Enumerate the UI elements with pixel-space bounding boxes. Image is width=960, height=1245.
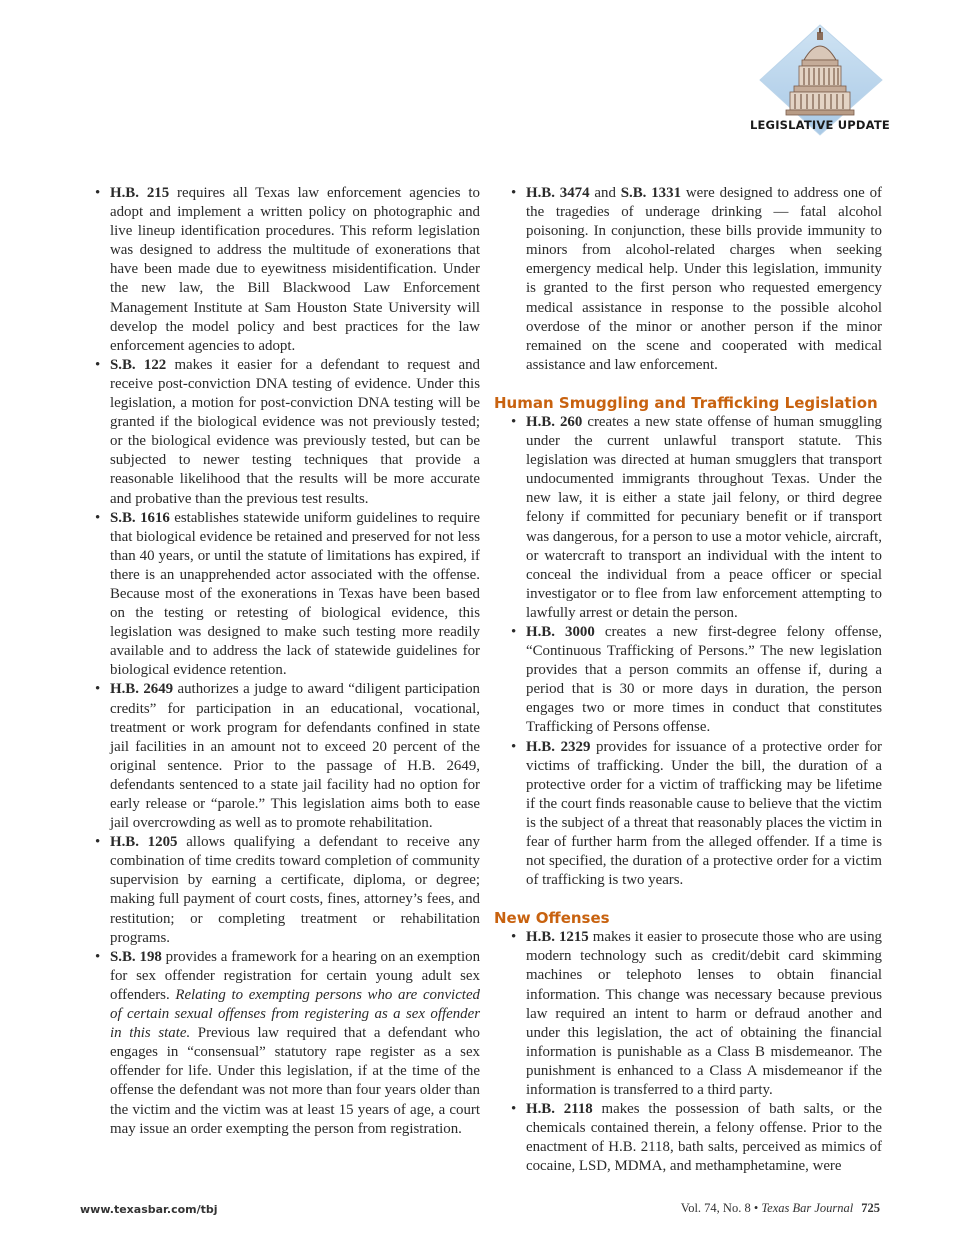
right-column [494, 184, 882, 1177]
list-item [494, 738, 882, 891]
bill-number: H.B. 3000 [526, 623, 595, 640]
bill-description: makes the possession of bath salts, or the chemicals contained therein, a felony offense. Prior to the enactment of H.B. 2118, bath salts, perceived as mimics of cocaine, LSD, MDMA, and methamphetamine, were [526, 1101, 882, 1175]
volume-label: Vol. 74, No. 8 • [680, 1201, 762, 1215]
list-item [92, 509, 480, 681]
conjunction: and [589, 185, 621, 201]
bill-description: were designed to address one of the tragedies of underage drinking — fatal alcohol poisoning. In conjunction, these bills provide immunity to minors from alcohol-related charges when seeking emergency medical help. Under this legislation, immunity is granted to the first person who requested emergency medical assistance in response to the possible alcohol overdose of the minor or another person if the minor remained on the scene and cooperated with medical assistance and law enforcement. [526, 185, 883, 373]
bill-description: requires all Texas law enforcement agencies to adopt and implement a written policy on photographic and live lineup identification procedures. This reform legislation was designed to address the multitude of exonerations that have been made due to eyewitness misidentification. Under the new law, the Bill Blackwood Law Enforcement Management Institute at Sam Houston State University will develop the model policy and best practices for the law enforcement agencies to adopt. [110, 185, 480, 354]
left-bill-list [92, 184, 480, 1139]
bill-description: authorizes a judge to award “diligent participation credits” for participation in an educational, vocational, treatment or work program for defendants confined in state jail facilities in an amount not to exceed 20 percent of the original sentence. Prior to the passage of H.B. 2649, defendants sentenced to a state jail facility had no option for early release or “parole.” This legislation aims both to ease jail overcrowding as well as to promote rehabilitation. [110, 681, 480, 832]
smuggling-bill-list [494, 413, 882, 890]
bill-number: S.B. 1616 [110, 509, 170, 526]
bill-description: makes it easier for a defendant to request and receive post-conviction DNA testing of evidence. Under this legislation, a motion for post-conviction DNA testing will be granted if the biological evidence was not previously tested; or the biological evidence was previously tested, but can be subjected to newer testing techniques that provide a reasonable likelihood that the results will be more accurate and probative than the previous test results. [110, 356, 481, 507]
section-heading-offenses: New Offenses [494, 909, 610, 928]
bill-description: provides for issuance of a protective order for victims of trafficking. Under the bill, the duration of a protective order for a victim of trafficking may be lifetime if the court finds reasonable cause to believe that the victim is the subject of a threat that reasonably places the victim in fear of further harm from the alleged offender. If a time is not specified, the duration of a protective order for a victim of trafficking is two years. [526, 738, 883, 889]
list-item [92, 356, 480, 509]
list-item [494, 184, 882, 375]
journal-title: Texas Bar Journal [761, 1201, 854, 1215]
bill-description: makes it easier to prosecute those who are using modern technology such as credit/debit card skimming machines or telephoto lenses to obtain financial information. This change was necessary because previous law required an intent to harm or defraud another and under this legislation, the act of obtaining the financial information is punishable as a Class B misdemeanor. The punishment is enhanced to a Class A misdemeanor if the information is transferred to a third party. [526, 929, 882, 1099]
bill-number: H.B. 2649 [110, 681, 174, 698]
footer-issue [681, 1201, 880, 1216]
bill-number: S.B. 198 [110, 948, 162, 965]
list-item [92, 680, 480, 833]
bill-description: provides a framework for a hearing on an exemption for sex offender registration for certain young adult sex offenders. [110, 948, 481, 1003]
list-item [494, 623, 882, 738]
offenses-bill-list [494, 928, 882, 1176]
bill-description: establishes statewide uniform guidelines to require that biological evidence be retained and preserved for not less than 40 years, or until the statute of limitations has expired, if there is an unapprehended actor associated with the offense. Because most of the exonerations in Texas have been based on the testing or retesting of biological evidence, this legislation was designed to make such testing more readily available and to address the lack of statewide guidelines for biological evidence retention. [110, 509, 480, 679]
bill-number: H.B. 1205 [110, 834, 178, 851]
left-column [92, 184, 480, 1139]
page-number: 725 [861, 1201, 880, 1215]
section-heading-smuggling: Human Smuggling and Trafficking Legislation [494, 393, 878, 412]
list-item [494, 413, 882, 623]
bill-caption: Relating to exempting persons who are convicted of certain sexual offenses from registering as a sex offender in this state. [110, 986, 480, 1042]
list-item [494, 928, 882, 1100]
bill-description: creates a new state offense of human smuggling under the current unlawful transport statute. This legislation was directed at human smugglers that transport undocumented immigrants throughout Texas. Under the new law, it is either a state jail felony, or third degree felony if committed for pecuniary benefit or if transport was dangerous, for a person to use a motor vehicle, aircraft, or watercraft to transport an individual with the intent to conceal the individual from a peace officer or special investigator or to flee from law enforcement attempting to lawfully arrest or detain the person. [526, 413, 883, 621]
bill-number: S.B. 1331 [620, 185, 682, 201]
right-bill-list-intro [494, 184, 882, 375]
bill-number: H.B. 215 [110, 185, 170, 201]
list-item [494, 1100, 882, 1176]
bill-description-cont: Previous law required that a defendant who engages in “consensual” statutory rape register as a sex offender for life. Under this legislation, if at the time of the offense the defendant was not more than four years older than the victim and the victim was at least 15 years of age, a court may issue an order exempting the person from registration. [110, 1025, 481, 1137]
footer-url[interactable]: www.texasbar.com/tbj [80, 1203, 218, 1216]
bill-number: H.B. 2329 [526, 738, 591, 755]
list-item [92, 833, 480, 948]
bill-number: H.B. 1215 [526, 929, 589, 946]
list-item [92, 184, 480, 356]
bill-number: S.B. 122 [110, 356, 167, 373]
section-label: LEGISLATIVE UPDATE [749, 118, 890, 132]
bill-number: H.B. 2118 [526, 1101, 593, 1118]
list-item [92, 948, 480, 1139]
bill-description: creates a new first-degree felony offense, “Continuous Trafficking of Persons.” The new legislation provides that a person commits an offense if, during a period that is 30 or more days in duration, the person engages two or more times in conduct that constitutes Trafficking of Persons offense. [526, 623, 882, 736]
bill-description: allows qualifying a defendant to receive any combination of time credits toward completion of community supervision by earning a certificate, diploma, or degree; making full payment of court costs, fines, attorney’s fees, and restitution; or completing treatment or rehabilitation programs. [110, 834, 480, 946]
bill-number: H.B. 3474 [526, 185, 590, 201]
bill-number: H.B. 260 [526, 413, 583, 430]
